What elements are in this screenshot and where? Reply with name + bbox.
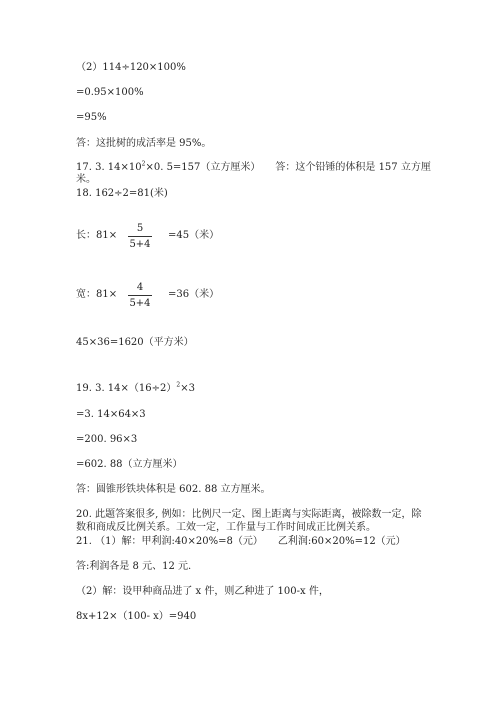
problem-19-part-b: ×3 <box>180 383 195 394</box>
problem-21-line: 21. （1）解：甲利润:40×20%=8（元） 乙利润:60×20%=12（元） <box>76 536 406 547</box>
answer-cone-volume: 答：圆锥形铁块体积是 602. 88 立方厘米。 <box>76 484 271 495</box>
problem-19-exponent: 2 <box>176 381 181 389</box>
width-fraction-numerator: 4 <box>136 282 144 293</box>
area-calc: 45×36=1620（平方米） <box>76 337 194 348</box>
cone-step1: =3. 14×64×3 <box>76 409 146 420</box>
problem-19-line <box>76 383 195 395</box>
problem-21-part2: （2）解：设甲种商品进了 x 件，则乙种进了 100-x 件， <box>76 586 329 597</box>
line-percent-step3: =95% <box>76 112 107 123</box>
width-fraction-bar <box>128 295 152 296</box>
line-percent-step2: =0.95×100% <box>76 87 144 98</box>
problem-18-line: 18. 162÷2=81(米) <box>76 188 168 199</box>
cone-step2: =200. 96×3 <box>76 434 138 445</box>
problem-17-continuation: 米。 <box>76 174 96 185</box>
cone-step3: =602. 88（立方厘米） <box>76 459 183 470</box>
problem-17-part-b: ×0. 5=157（立方厘米） 答：这个铅锤的体积是 157 立方厘 <box>145 162 431 173</box>
length-fraction-denominator: 5+4 <box>129 239 151 250</box>
width-calc-label: 宽：81× <box>76 289 118 300</box>
problem-17-part-a: 17. 3. 14×10 <box>76 162 142 173</box>
length-fraction <box>128 223 152 251</box>
problem-20-line1: 20. 此题答案很多, 例如：比例尺一定、图上距离与实际距离，被除数一定，除 <box>76 509 422 520</box>
answer-survival-rate: 答：这批树的成活率是 95%。 <box>76 138 212 149</box>
problem-19-part-a: 19. 3. 14×（16÷2） <box>76 383 177 394</box>
equation-line: 8x+12×（100- x）=940 <box>76 611 197 622</box>
width-fraction <box>128 282 152 310</box>
problem-17-line <box>76 162 431 174</box>
width-calc-result: =36（米） <box>168 289 220 300</box>
length-calc-label: 长：81× <box>76 230 118 241</box>
length-fraction-bar <box>128 236 152 237</box>
problem-17-exponent: 2 <box>141 160 146 168</box>
problem-20-line2: 数和商成反比例关系。工效一定，工作量与工作时间成正比例关系。 <box>76 522 376 533</box>
length-fraction-numerator: 5 <box>136 223 144 234</box>
answer-profit: 答:利润各是 8 元、12 元. <box>76 561 192 572</box>
line-percent-step1: （2）114÷120×100% <box>76 62 186 73</box>
width-fraction-denominator: 5+4 <box>129 298 151 309</box>
length-calc-result: =45（米） <box>168 230 220 241</box>
